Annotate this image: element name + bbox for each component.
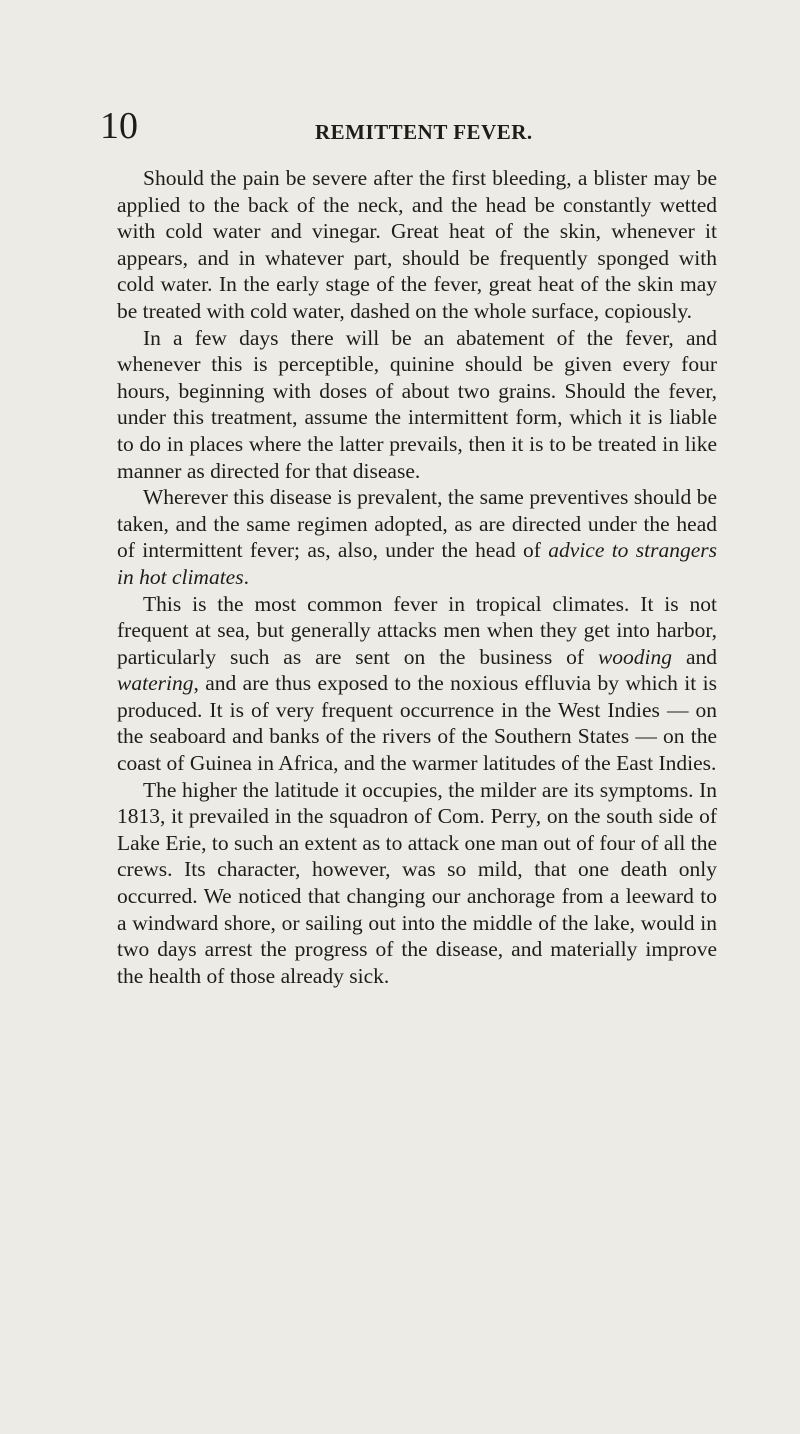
paragraph-3 — [117, 484, 717, 590]
paragraph-1: Should the pain be severe after the first bleeding, a blister may be applied to the back of the neck, and the head be constantly wetted with cold water and vinegar. Great heat of the skin, whenever it appears, and in whatever part, should be frequently sponged with cold water. In the early stage of the fever, great heat of the skin may be treated with cold water, dashed on the whole surface, copiously. — [117, 166, 717, 323]
page-header — [100, 106, 760, 150]
paragraph-4-and: and — [672, 644, 717, 669]
paragraph-3-end: . — [243, 564, 249, 589]
paragraph-4-end: , and are thus exposed to the noxious effluvia by which it is produced. It is of very frequent occurrence in the West Indies — on the seaboard and banks of the rivers of the Southern States — on the coast of Guinea in Africa, and the warmer latitudes of the East Indies. — [117, 671, 717, 776]
paragraph-2: In a few days there will be an abatement of the fever, and whenever this is perceptible, quinine should be given every four hours, beginning with doses of about two grains. Should the fever, under this treatment, assume the intermittent form, which it is liable to do in places where the latter prevails, then it is to be treated in like manner as directed for that disease. — [117, 325, 717, 483]
body-text — [117, 165, 717, 989]
paragraph-4-italic-wooding: wooding — [597, 644, 673, 669]
paragraph-3-italic: advice to strangers in hot climates — [117, 538, 717, 589]
paragraph-5: The higher the latitude it occupies, the milder are its symptoms. In 1813, it prevailed in the squadron of Com. Perry, on the south side of Lake Erie, to such an extent as to attack one man out of four of all the crews. Its character, however, was so mild, that one death only occurred. We noticed that changing our anchorage from a leeward to a windward shore, or sailing out into the middle of the lake, would in two days arrest the progress of the disease, and materially improve the health of those already sick. — [117, 777, 717, 988]
paragraph-4 — [117, 591, 717, 777]
paragraph-4-italic-watering: watering — [117, 671, 194, 696]
paragraph-3-text: Wherever this disease is prevalent, the same preventives should be taken, and the same regimen adopted, as are directed under the head of intermittent fever; as, also, under the head of — [117, 485, 717, 563]
running-head: REMITTENT FEVER. — [315, 120, 533, 144]
paragraph-4-text: This is the most common fever in tropical climates. It is not frequent at sea, but generally attacks men when they get into harbor, particularly such as are sent on the business of — [117, 591, 717, 669]
page-number: 10 — [100, 105, 138, 147]
